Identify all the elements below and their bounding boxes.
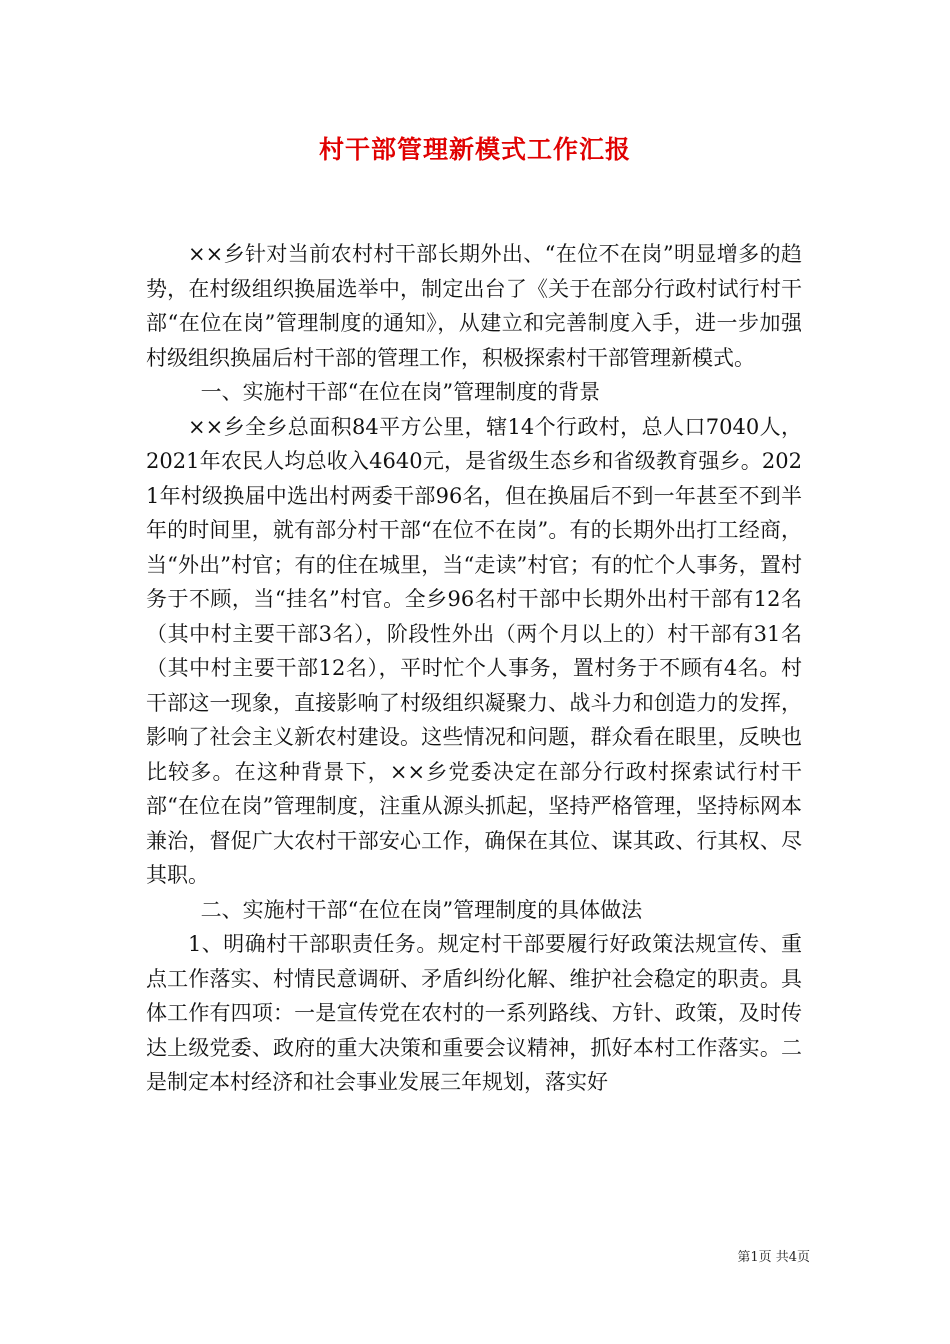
section-heading-background: 一、实施村干部“在位在岗”管理制度的背景 bbox=[200, 380, 601, 404]
practices-paragraph: 1、明确村干部职责任务。规定村干部要履行好政策法规宣传、重点工作落实、村情民意调研、矛盾纠纷化解、维护社会稳定的职责。具体工作有四项：一是宣传党在农村的一系列路线、方针、政策，及时传达上级党委、政府的重大决策和重要会议精神，抓好本村工作落实。二是制定本村经济和社会事业发展三年规划，落实好 bbox=[146, 932, 802, 1094]
page-number-footer: 第1页 共4页 bbox=[737, 1250, 810, 1265]
document-title: 村干部管理新模式工作汇报 bbox=[318, 135, 631, 164]
intro-paragraph: ××乡针对当前农村村干部长期外出、“在位不在岗”明显增多的趋势，在村级组织换届选举中，制定出台了《关于在部分行政村试行村干部“在位在岗”管理制度的通知》，从建立和完善制度入手，进一步加强村级组织换届后村干部的管理工作，积极探索村干部管理新模式。 bbox=[146, 242, 802, 370]
section-heading-practices: 二、实施村干部“在位在岗”管理制度的具体做法 bbox=[200, 897, 643, 922]
document-body bbox=[146, 237, 802, 1100]
background-paragraph: ××乡全乡总面积84平方公里，辖14个行政村，总人口7040人，2021年农民人均总收入4640元，是省级生态乡和省级教育强乡。2021年村级换届中选出村两委干部96名，但在换届后不到一年甚至不到半年的时间里，就有部分村干部“在位不在岗”。有的长期外出打工经商，当“外出”村官；有的住在城里，当“走读”村官；有的忙个人事务，置村务于不顾，当“挂名”村官。全乡96名村干部中长期外出村干部有12名（其中村主要干部3名），阶段性外出（两个月以上的）村干部有31名（其中村主要干部12名），平时忙个人事务，置村务于不顾有4名。村干部这一现象，直接影响了村级组织凝聚力、战斗力和创造力的发挥，影响了社会主义新农村建设。这些情况和问题，群众看在眼里，反映也比较多。在这种背景下，××乡党委决定在部分行政村探索试行村干部“在位在岗”管理制度，注重从源头抓起，坚持严格管理，坚持标网本兼治，督促广大农村干部安心工作，确保在其位、谋其政、行其权、尽其职。 bbox=[146, 414, 802, 887]
